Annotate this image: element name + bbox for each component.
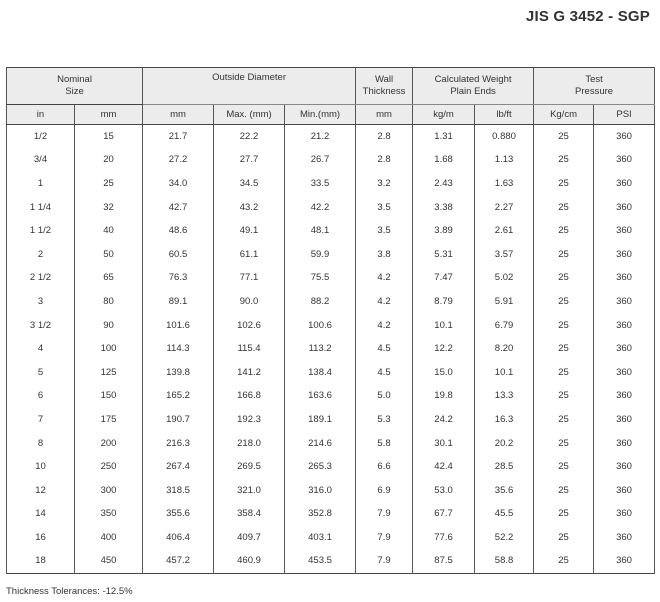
header-nominal-size [7, 68, 143, 105]
cell-od-min: 214.6 [285, 432, 356, 456]
cell-od-min: 75.5 [285, 267, 356, 291]
header-test-pressure [534, 68, 655, 105]
cell-wall-mm: 4.5 [356, 361, 413, 385]
cell-weight-lb-ft: 35.6 [475, 479, 534, 503]
cell-size-mm: 250 [75, 455, 143, 479]
table-row [7, 267, 655, 291]
cell-od-mm: 114.3 [143, 337, 214, 361]
cell-pressure-psi: 360 [594, 526, 655, 550]
cell-weight-kg-m: 87.5 [413, 550, 475, 574]
cell-size-mm: 400 [75, 526, 143, 550]
cell-size-in: 5 [7, 361, 75, 385]
header-calculated-weight-line2: Plain Ends [450, 86, 496, 97]
cell-pressure-kg-cm: 25 [534, 385, 594, 409]
table-row [7, 314, 655, 338]
table-row [7, 290, 655, 314]
cell-pressure-psi: 360 [594, 385, 655, 409]
cell-weight-kg-m: 15.0 [413, 361, 475, 385]
cell-od-min: 403.1 [285, 526, 356, 550]
cell-pressure-kg-cm: 25 [534, 432, 594, 456]
header-wall-thickness [356, 68, 413, 105]
cell-wall-mm: 4.2 [356, 267, 413, 291]
cell-od-min: 88.2 [285, 290, 356, 314]
cell-od-max: 115.4 [214, 337, 285, 361]
cell-pressure-kg-cm: 25 [534, 314, 594, 338]
cell-pressure-psi: 360 [594, 314, 655, 338]
cell-pressure-kg-cm: 25 [534, 149, 594, 173]
cell-pressure-kg-cm: 25 [534, 550, 594, 574]
cell-od-max: 166.8 [214, 385, 285, 409]
cell-od-max: 141.2 [214, 361, 285, 385]
header-calculated-weight-line1: Calculated Weight [434, 74, 512, 85]
cell-od-max: 34.5 [214, 172, 285, 196]
table-row [7, 172, 655, 196]
cell-weight-kg-m: 8.79 [413, 290, 475, 314]
cell-od-min: 352.8 [285, 503, 356, 527]
cell-size-in: 14 [7, 503, 75, 527]
subheader-kg-cm: Kg/cm [534, 105, 594, 125]
cell-od-mm: 406.4 [143, 526, 214, 550]
cell-pressure-kg-cm: 25 [534, 526, 594, 550]
cell-size-mm: 200 [75, 432, 143, 456]
cell-weight-kg-m: 30.1 [413, 432, 475, 456]
cell-size-mm: 175 [75, 408, 143, 432]
cell-weight-lb-ft: 2.27 [475, 196, 534, 220]
cell-wall-mm: 4.2 [356, 314, 413, 338]
cell-wall-mm: 7.9 [356, 503, 413, 527]
cell-size-mm: 40 [75, 219, 143, 243]
cell-od-mm: 60.5 [143, 243, 214, 267]
table-row [7, 243, 655, 267]
cell-od-mm: 21.7 [143, 125, 214, 149]
table-row [7, 479, 655, 503]
cell-size-in: 10 [7, 455, 75, 479]
cell-pressure-psi: 360 [594, 290, 655, 314]
cell-wall-mm: 3.5 [356, 196, 413, 220]
cell-od-max: 49.1 [214, 219, 285, 243]
cell-od-mm: 457.2 [143, 550, 214, 574]
cell-weight-lb-ft: 45.5 [475, 503, 534, 527]
cell-pressure-kg-cm: 25 [534, 337, 594, 361]
cell-wall-mm: 3.5 [356, 219, 413, 243]
cell-od-max: 61.1 [214, 243, 285, 267]
cell-weight-kg-m: 1.68 [413, 149, 475, 173]
cell-pressure-kg-cm: 25 [534, 196, 594, 220]
cell-weight-kg-m: 7.47 [413, 267, 475, 291]
cell-size-in: 1 [7, 172, 75, 196]
cell-size-in: 2 1/2 [7, 267, 75, 291]
subheader-lb-ft: lb/ft [475, 105, 534, 125]
header-wall-thickness-line2: Thickness [362, 86, 406, 97]
cell-wall-mm: 4.5 [356, 337, 413, 361]
header-outside-diameter [143, 68, 356, 105]
cell-wall-mm: 5.0 [356, 385, 413, 409]
cell-od-mm: 190.7 [143, 408, 214, 432]
cell-pressure-kg-cm: 25 [534, 267, 594, 291]
table-row [7, 385, 655, 409]
cell-od-max: 269.5 [214, 455, 285, 479]
cell-od-mm: 355.6 [143, 503, 214, 527]
cell-pressure-kg-cm: 25 [534, 125, 594, 149]
thickness-tolerance-note: Thickness Tolerances: -12.5% [6, 586, 133, 597]
cell-pressure-psi: 360 [594, 337, 655, 361]
cell-od-max: 460.9 [214, 550, 285, 574]
cell-od-max: 90.0 [214, 290, 285, 314]
cell-od-min: 113.2 [285, 337, 356, 361]
cell-weight-lb-ft: 16.3 [475, 408, 534, 432]
cell-pressure-kg-cm: 25 [534, 361, 594, 385]
cell-weight-kg-m: 19.8 [413, 385, 475, 409]
subheader-mm: mm [75, 105, 143, 125]
cell-od-max: 409.7 [214, 526, 285, 550]
cell-od-min: 48.1 [285, 219, 356, 243]
cell-size-in: 8 [7, 432, 75, 456]
header-test-pressure-line1: Test [585, 74, 603, 85]
cell-wall-mm: 5.8 [356, 432, 413, 456]
cell-size-in: 2 [7, 243, 75, 267]
cell-pressure-psi: 360 [594, 455, 655, 479]
cell-wall-mm: 6.9 [356, 479, 413, 503]
cell-weight-kg-m: 42.4 [413, 455, 475, 479]
cell-od-max: 77.1 [214, 267, 285, 291]
cell-od-mm: 34.0 [143, 172, 214, 196]
cell-od-mm: 89.1 [143, 290, 214, 314]
header-row-units [7, 105, 655, 125]
table-row [7, 455, 655, 479]
cell-weight-kg-m: 10.1 [413, 314, 475, 338]
cell-pressure-kg-cm: 25 [534, 290, 594, 314]
cell-weight-lb-ft: 10.1 [475, 361, 534, 385]
cell-weight-kg-m: 77.6 [413, 526, 475, 550]
cell-size-in: 1/2 [7, 125, 75, 149]
page-title: JIS G 3452 - SGP [525, 8, 650, 25]
cell-wall-mm: 5.3 [356, 408, 413, 432]
cell-pressure-kg-cm: 25 [534, 503, 594, 527]
cell-size-in: 3 1/2 [7, 314, 75, 338]
cell-size-mm: 15 [75, 125, 143, 149]
cell-od-min: 316.0 [285, 479, 356, 503]
table-row [7, 196, 655, 220]
cell-od-min: 42.2 [285, 196, 356, 220]
pipe-spec-table [6, 67, 655, 574]
cell-size-in: 1 1/2 [7, 219, 75, 243]
cell-od-max: 22.2 [214, 125, 285, 149]
cell-weight-kg-m: 3.89 [413, 219, 475, 243]
cell-weight-kg-m: 12.2 [413, 337, 475, 361]
cell-od-min: 59.9 [285, 243, 356, 267]
cell-pressure-psi: 360 [594, 432, 655, 456]
cell-weight-lb-ft: 5.02 [475, 267, 534, 291]
cell-pressure-kg-cm: 25 [534, 219, 594, 243]
table-row [7, 432, 655, 456]
cell-od-mm: 27.2 [143, 149, 214, 173]
header-test-pressure-line2: Pressure [575, 86, 614, 97]
cell-weight-kg-m: 67.7 [413, 503, 475, 527]
table-row [7, 125, 655, 149]
table-body [7, 125, 655, 574]
cell-size-in: 3 [7, 290, 75, 314]
cell-od-min: 453.5 [285, 550, 356, 574]
cell-od-min: 33.5 [285, 172, 356, 196]
cell-weight-lb-ft: 2.61 [475, 219, 534, 243]
cell-size-mm: 300 [75, 479, 143, 503]
header-outside-diameter-label: Outside Diameter [212, 72, 286, 83]
subheader-od-min: Min.(mm) [285, 105, 356, 125]
cell-size-mm: 25 [75, 172, 143, 196]
cell-size-mm: 80 [75, 290, 143, 314]
cell-pressure-psi: 360 [594, 149, 655, 173]
cell-size-mm: 450 [75, 550, 143, 574]
cell-wall-mm: 3.2 [356, 172, 413, 196]
cell-pressure-psi: 360 [594, 196, 655, 220]
table-row [7, 149, 655, 173]
cell-size-in: 16 [7, 526, 75, 550]
cell-weight-lb-ft: 8.20 [475, 337, 534, 361]
table-row [7, 337, 655, 361]
cell-size-in: 12 [7, 479, 75, 503]
cell-pressure-kg-cm: 25 [534, 172, 594, 196]
subheader-od-mm: mm [143, 105, 214, 125]
subheader-psi: PSI [594, 105, 655, 125]
cell-wall-mm: 4.2 [356, 290, 413, 314]
cell-pressure-psi: 360 [594, 219, 655, 243]
cell-pressure-kg-cm: 25 [534, 455, 594, 479]
cell-od-mm: 165.2 [143, 385, 214, 409]
cell-wall-mm: 2.8 [356, 125, 413, 149]
header-row-primary [7, 68, 655, 105]
cell-weight-lb-ft: 13.3 [475, 385, 534, 409]
cell-wall-mm: 3.8 [356, 243, 413, 267]
cell-od-mm: 76.3 [143, 267, 214, 291]
cell-pressure-psi: 360 [594, 172, 655, 196]
cell-od-mm: 318.5 [143, 479, 214, 503]
cell-weight-kg-m: 1.31 [413, 125, 475, 149]
cell-size-mm: 32 [75, 196, 143, 220]
cell-size-mm: 350 [75, 503, 143, 527]
cell-size-in: 3/4 [7, 149, 75, 173]
cell-pressure-psi: 360 [594, 550, 655, 574]
table-row [7, 361, 655, 385]
header-nominal-size-line1: Nominal [57, 74, 92, 85]
cell-weight-lb-ft: 20.2 [475, 432, 534, 456]
cell-weight-lb-ft: 0.880 [475, 125, 534, 149]
cell-size-in: 18 [7, 550, 75, 574]
cell-weight-lb-ft: 5.91 [475, 290, 534, 314]
cell-od-min: 163.6 [285, 385, 356, 409]
cell-weight-lb-ft: 52.2 [475, 526, 534, 550]
cell-size-in: 6 [7, 385, 75, 409]
cell-od-max: 102.6 [214, 314, 285, 338]
cell-weight-kg-m: 24.2 [413, 408, 475, 432]
table-row [7, 526, 655, 550]
cell-wall-mm: 2.8 [356, 149, 413, 173]
cell-pressure-psi: 360 [594, 408, 655, 432]
cell-weight-kg-m: 53.0 [413, 479, 475, 503]
cell-wall-mm: 7.9 [356, 550, 413, 574]
cell-size-in: 4 [7, 337, 75, 361]
table-row [7, 408, 655, 432]
header-calculated-weight [413, 68, 534, 105]
subheader-od-max: Max. (mm) [214, 105, 285, 125]
cell-weight-lb-ft: 6.79 [475, 314, 534, 338]
cell-weight-kg-m: 5.31 [413, 243, 475, 267]
cell-size-mm: 50 [75, 243, 143, 267]
table-row [7, 503, 655, 527]
cell-pressure-psi: 360 [594, 503, 655, 527]
cell-wall-mm: 6.6 [356, 455, 413, 479]
cell-pressure-psi: 360 [594, 361, 655, 385]
subheader-in: in [7, 105, 75, 125]
cell-pressure-kg-cm: 25 [534, 479, 594, 503]
cell-pressure-kg-cm: 25 [534, 243, 594, 267]
cell-pressure-psi: 360 [594, 267, 655, 291]
cell-od-max: 43.2 [214, 196, 285, 220]
cell-od-max: 321.0 [214, 479, 285, 503]
cell-pressure-psi: 360 [594, 243, 655, 267]
cell-weight-kg-m: 2.43 [413, 172, 475, 196]
cell-od-mm: 42.7 [143, 196, 214, 220]
cell-od-max: 218.0 [214, 432, 285, 456]
cell-od-max: 358.4 [214, 503, 285, 527]
cell-od-max: 192.3 [214, 408, 285, 432]
cell-od-min: 189.1 [285, 408, 356, 432]
subheader-wall-mm: mm [356, 105, 413, 125]
cell-od-mm: 101.6 [143, 314, 214, 338]
cell-weight-lb-ft: 58.8 [475, 550, 534, 574]
cell-size-mm: 125 [75, 361, 143, 385]
cell-size-mm: 65 [75, 267, 143, 291]
cell-od-mm: 139.8 [143, 361, 214, 385]
cell-od-min: 100.6 [285, 314, 356, 338]
cell-weight-lb-ft: 1.13 [475, 149, 534, 173]
table-row [7, 219, 655, 243]
header-wall-thickness-line1: Wall [374, 74, 394, 85]
cell-size-in: 7 [7, 408, 75, 432]
cell-pressure-psi: 360 [594, 125, 655, 149]
cell-od-mm: 48.6 [143, 219, 214, 243]
cell-od-min: 26.7 [285, 149, 356, 173]
cell-wall-mm: 7.9 [356, 526, 413, 550]
cell-size-mm: 20 [75, 149, 143, 173]
cell-size-mm: 100 [75, 337, 143, 361]
cell-pressure-psi: 360 [594, 479, 655, 503]
cell-od-mm: 267.4 [143, 455, 214, 479]
cell-od-max: 27.7 [214, 149, 285, 173]
cell-size-in: 1 1/4 [7, 196, 75, 220]
table-row [7, 550, 655, 574]
subheader-kg-m: kg/m [413, 105, 475, 125]
cell-pressure-kg-cm: 25 [534, 408, 594, 432]
cell-od-min: 21.2 [285, 125, 356, 149]
cell-od-mm: 216.3 [143, 432, 214, 456]
cell-size-mm: 90 [75, 314, 143, 338]
header-nominal-size-line2: Size [65, 86, 84, 97]
cell-od-min: 138.4 [285, 361, 356, 385]
cell-weight-lb-ft: 1.63 [475, 172, 534, 196]
cell-weight-kg-m: 3.38 [413, 196, 475, 220]
cell-size-mm: 150 [75, 385, 143, 409]
cell-weight-lb-ft: 28.5 [475, 455, 534, 479]
cell-weight-lb-ft: 3.57 [475, 243, 534, 267]
cell-od-min: 265.3 [285, 455, 356, 479]
